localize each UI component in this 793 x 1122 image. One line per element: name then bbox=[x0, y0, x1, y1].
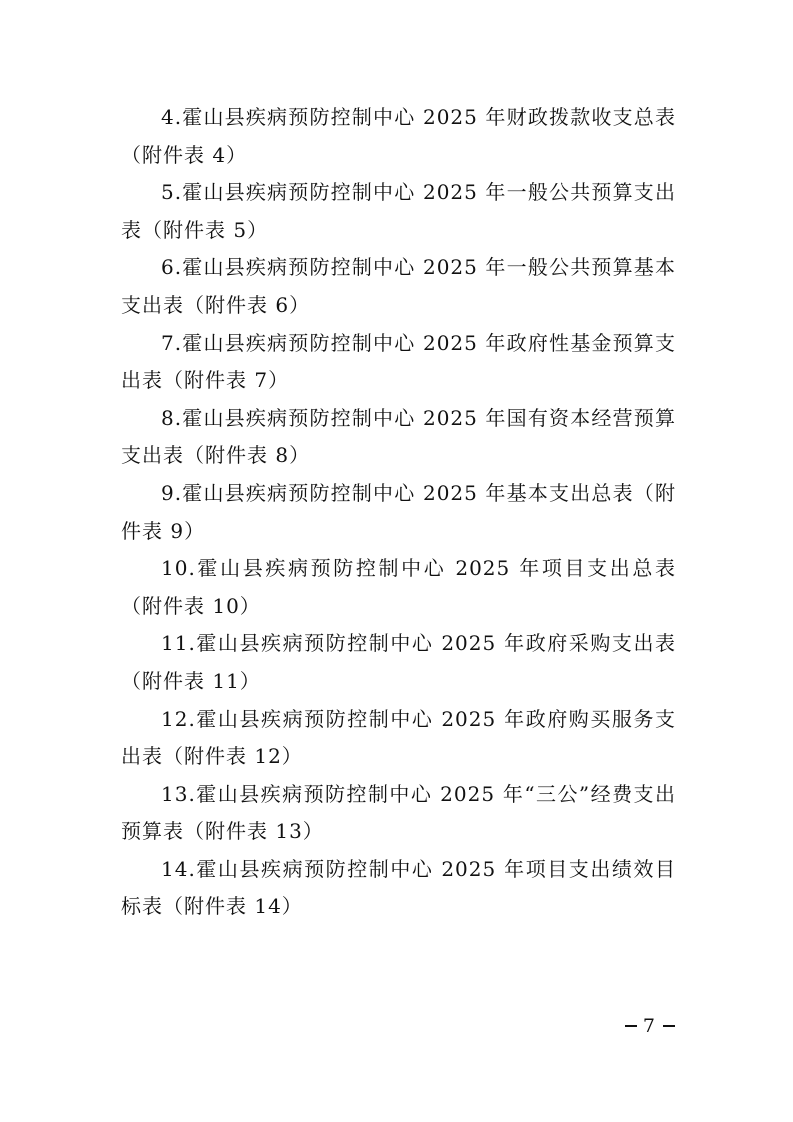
list-item: 7.霍山县疾病预防控制中心 2025 年政府性基金预算支出表（附件表 7） bbox=[121, 330, 676, 393]
list-item: 10.霍山县疾病预防控制中心 2025 年项目支出总表（附件表 10） bbox=[121, 556, 676, 618]
list-item: 11.霍山县疾病预防控制中心 2025 年政府采购支出表（附件表 11） bbox=[121, 631, 676, 693]
list-item: 6.霍山县疾病预防控制中心 2025 年一般公共预算基本支出表（附件表 6） bbox=[121, 255, 676, 317]
page-number-left-dash bbox=[625, 1025, 637, 1026]
page-number bbox=[625, 1015, 675, 1037]
list-item: 9.霍山县疾病预防控制中心 2025 年基本支出总表（附件表 9） bbox=[121, 480, 676, 543]
list-item: 13.霍山县疾病预防控制中心 2025 年“三公”经费支出预算表（附件表 13） bbox=[121, 781, 676, 844]
list-item: 12.霍山县疾病预防控制中心 2025 年政府购买服务支出表（附件表 12） bbox=[121, 706, 676, 769]
page-number-right-dash bbox=[663, 1025, 675, 1026]
page-number-value: 7 bbox=[642, 1015, 657, 1037]
attachment-list bbox=[121, 99, 676, 926]
list-item: 8.霍山县疾病预防控制中心 2025 年国有资本经营预算支出表（附件表 8） bbox=[121, 405, 676, 468]
list-item: 5.霍山县疾病预防控制中心 2025 年一般公共预算支出表（附件表 5） bbox=[121, 180, 676, 242]
list-item: 4.霍山县疾病预防控制中心 2025 年财政拨款收支总表（附件表 4） bbox=[121, 105, 676, 167]
list-item: 14.霍山县疾病预防控制中心 2025 年项目支出绩效目标表（附件表 14） bbox=[121, 856, 676, 919]
